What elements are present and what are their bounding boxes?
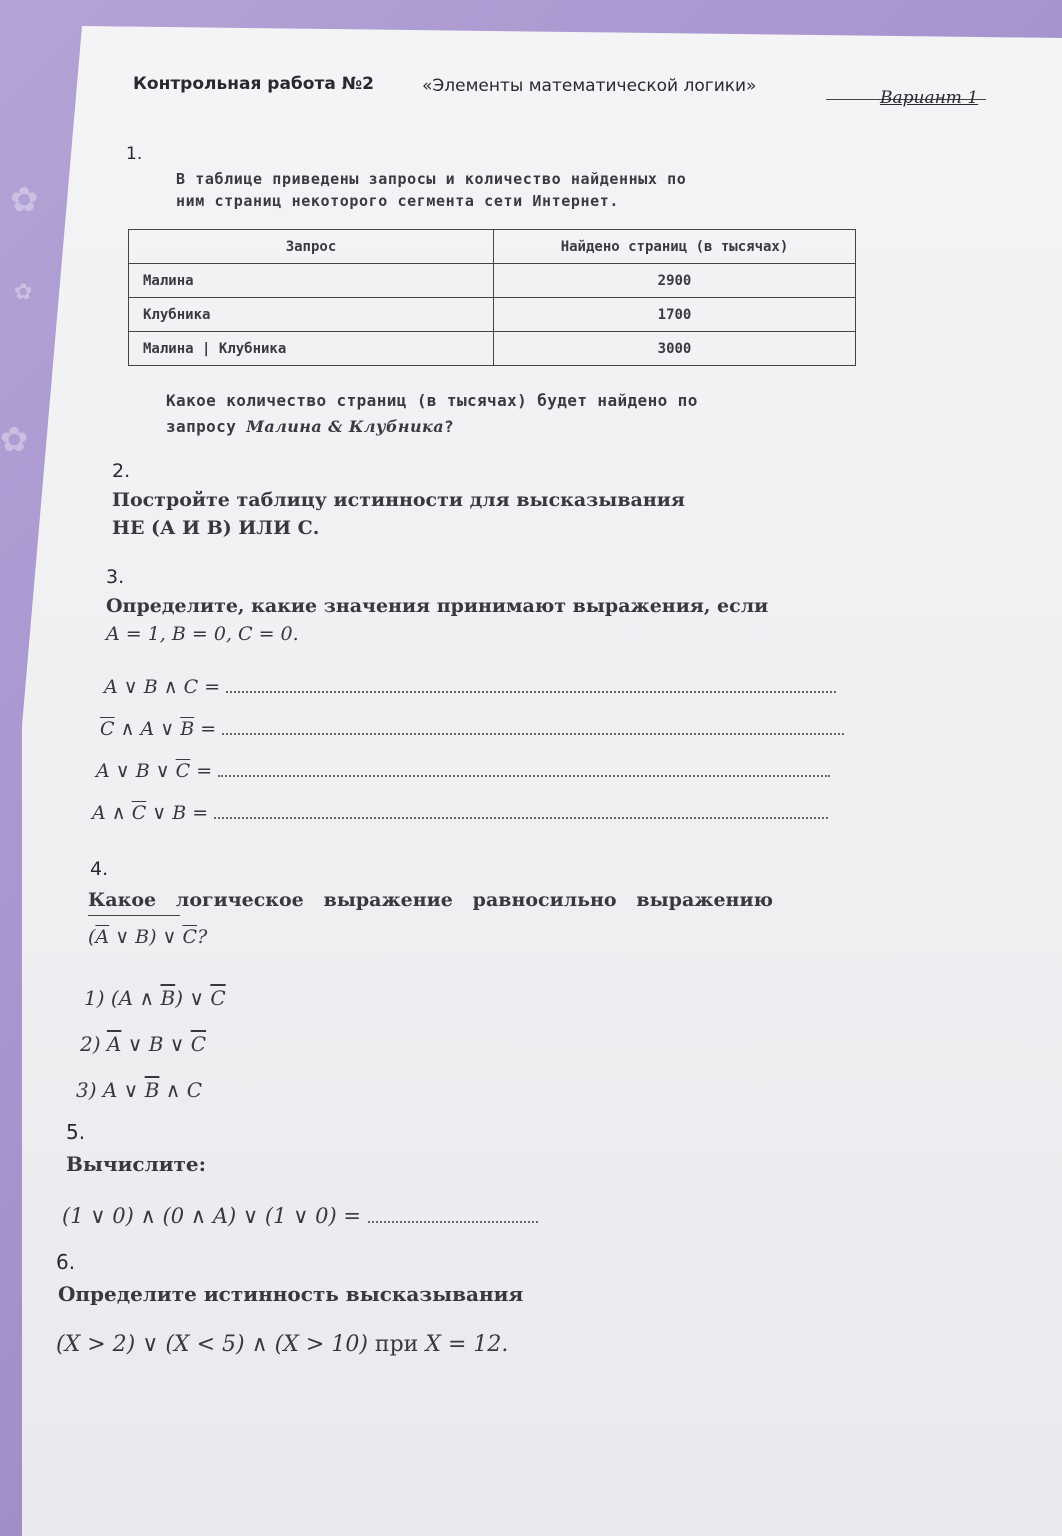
task2-line: НЕ (А И В) ИЛИ С. [112, 517, 320, 539]
table-cell-pages: 1700 [494, 298, 856, 332]
table-cell-query: Малина [129, 264, 494, 298]
worksheet-title: Контрольная работа №2 [133, 74, 374, 94]
question-query: Малина & Клубника [246, 417, 444, 436]
negated-var: $\overline{B}$ [180, 718, 195, 740]
task-number: 6. [56, 1250, 76, 1274]
flower-decoration: ✿ [0, 420, 29, 460]
expression-text: ∨ B) ∨ [109, 926, 183, 948]
queries-table [128, 229, 856, 366]
task3-text [106, 592, 768, 648]
task3-expression-1 [104, 676, 836, 698]
negated-var: $\overline{C}$ [175, 760, 191, 782]
expression-text: ∨ B = [146, 802, 209, 824]
task3-expression-4 [92, 802, 828, 824]
expression-text: A ∨ B ∨ [96, 760, 176, 782]
task3-expression-3 [96, 760, 830, 782]
underline-mark [88, 915, 180, 916]
negated-var: $\overline{C}$ [100, 718, 115, 740]
negated-var: $\overline{C}$ [190, 1032, 207, 1056]
negated-var: $\overline{C}$ [182, 926, 198, 948]
expression-text: A ∧ [92, 802, 132, 824]
task4-line2: ($\overline{A}$ ∨ B) ∨ $\overline{C}$? [88, 926, 208, 948]
task6-expression [56, 1332, 508, 1357]
answer-blank[interactable] [222, 719, 844, 735]
expression-text: ∧ A ∨ [114, 718, 181, 740]
task1-question-line [166, 414, 698, 440]
option-text: 1) (A ∧ [84, 986, 161, 1010]
flower-decoration: ✿ [14, 280, 33, 305]
variant-label: Вариант 1 [880, 88, 979, 108]
answer-blank[interactable] [226, 677, 836, 693]
question-suffix: ? [444, 417, 455, 436]
task4-option-3 [76, 1078, 202, 1102]
task1-question [166, 388, 698, 440]
negated-var: $\overline{B}$ [160, 986, 176, 1010]
option-text: ∧ C [159, 1078, 203, 1102]
task3-expression-2 [100, 718, 844, 740]
task-number: 5. [66, 1120, 86, 1144]
task6-line: Определите истинность высказывания [58, 1282, 524, 1306]
answer-blank[interactable] [368, 1207, 538, 1223]
task5-expression [62, 1204, 538, 1228]
option-text: ) ∨ [175, 986, 211, 1010]
expression-text: (1 ∨ 0) ∧ (0 ∧ A) ∨ (1 ∨ 0) = [62, 1204, 362, 1228]
table-header-cell: Найдено страниц (в тысячах) [494, 230, 856, 264]
table-row [129, 298, 856, 332]
task4-option-2 [80, 1032, 206, 1056]
task1-question-line: Какое количество страниц (в тысячах) будет найдено по [166, 391, 698, 410]
task-number: 2. [112, 460, 131, 482]
option-text: ∨ B ∨ [121, 1032, 191, 1056]
table-cell-query: Малина | Клубника [129, 332, 494, 366]
expression-text: при [374, 1332, 419, 1357]
worksheet-subtitle: «Элементы математической логики» [422, 76, 757, 96]
table-cell-query: Клубника [129, 298, 494, 332]
table-header-row [129, 230, 856, 264]
flower-decoration: ✿ [10, 180, 39, 220]
task1-intro [176, 168, 686, 212]
expression-text: X = 12. [418, 1332, 509, 1357]
expression-text: = [190, 760, 213, 782]
table-header-cell: Запрос [129, 230, 494, 264]
negated-var: $\overline{A}$ [106, 1032, 122, 1056]
negated-var: $\overline{C}$ [210, 986, 226, 1010]
expression-text: (X > 2) ∨ (X < 5) ∧ (X > 10) [56, 1332, 375, 1357]
table-cell-pages: 3000 [494, 332, 856, 366]
task4-line1: Какое логическое выражение равносильно выражению [88, 889, 774, 911]
task2-line: Постройте таблицу истинности для высказывания [112, 489, 685, 511]
expression-text: A ∨ B ∧ C = [104, 676, 221, 698]
task5-line: Вычислите: [66, 1152, 207, 1176]
task4-option-1 [84, 986, 226, 1010]
table-cell-pages: 2900 [494, 264, 856, 298]
task3-line: A = 1, B = 0, C = 0. [106, 623, 299, 645]
option-text: 3) A ∨ [76, 1078, 145, 1102]
task-number: 4. [90, 858, 109, 880]
answer-blank[interactable] [218, 761, 830, 777]
task3-line: Определите, какие значения принимают выражения, если [106, 595, 769, 617]
question-prefix: запросу [166, 417, 247, 436]
negated-var: $\overline{C}$ [131, 802, 147, 824]
task-number: 3. [106, 566, 125, 588]
task-number: 1. [126, 144, 143, 164]
task1-intro-line: ним страниц некоторого сегмента сети Интернет. [176, 192, 620, 210]
task1-intro-line: В таблице приведены запросы и количество найденных по [176, 170, 687, 188]
negated-var: $\overline{B}$ [144, 1078, 160, 1102]
answer-blank[interactable] [214, 803, 828, 819]
option-text: 2) [80, 1032, 107, 1056]
negated-var: $\overline{A}$ [95, 926, 110, 948]
task2-text [112, 486, 685, 542]
expression-text: = [194, 718, 217, 740]
table-row [129, 264, 856, 298]
table-row [129, 332, 856, 366]
